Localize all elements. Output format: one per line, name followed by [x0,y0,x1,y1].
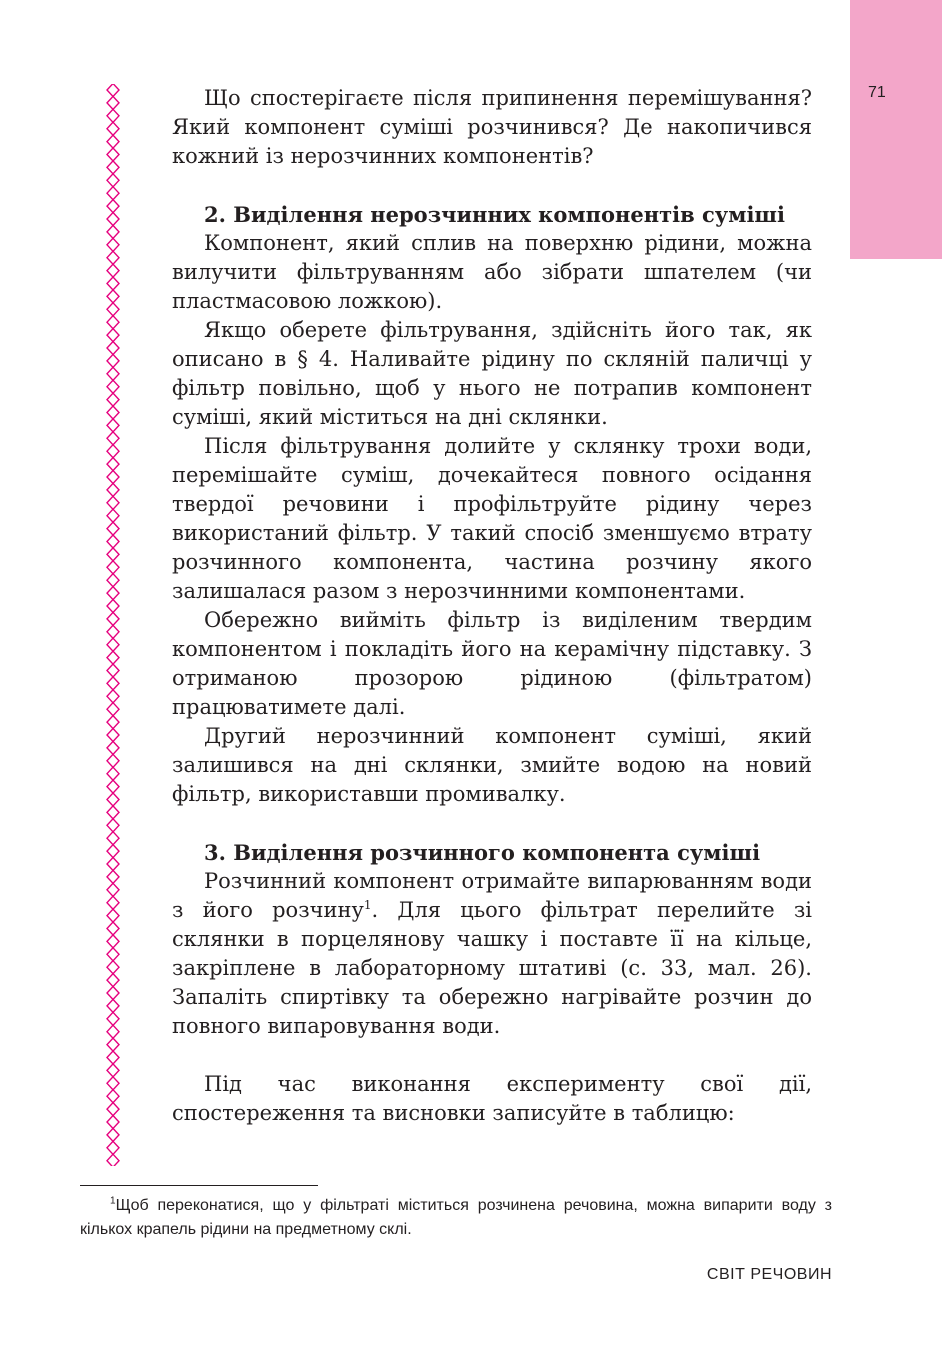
ornament-diamond [107,522,119,535]
ornament-diamond [107,832,119,845]
ornament-diamond [107,896,119,909]
ornament-diamond [107,716,119,729]
ornament-diamond [107,961,119,974]
ornament-diamond [107,651,119,664]
ornament-diamond [107,612,119,625]
ornament-diamond [107,1103,119,1116]
ornament-diamond [107,845,119,858]
ornament-diamond [107,625,119,638]
ornament-diamond [107,1141,119,1154]
ornament-diamond [107,587,119,600]
ornament-diamond [107,754,119,767]
section-2-paragraph: Обережно вийміть фільтр із виділеним твердим компонентом і покладіть його на керамічну підставку. З отриманою прозорою рідиною (фільтратом) працюватимете далі. [172,608,812,719]
ornament-diamond [107,509,119,522]
ornament-diamond [107,1116,119,1129]
ornament-diamond [107,380,119,393]
page-number: 71 [868,84,886,101]
ornament-diamond [107,780,119,793]
ornament-diamond [107,535,119,548]
chapter-tab [850,0,942,259]
diamond-ornament [103,84,123,1166]
ornament-diamond [107,561,119,574]
ornament-diamond [107,664,119,677]
ornament-diamond [107,290,119,303]
ornament-diamond [107,858,119,871]
ornament-diamond [107,909,119,922]
ornament-diamond [107,342,119,355]
ornament-diamond [107,367,119,380]
running-footer: СВІТ РЕЧОВИН [706,1266,832,1283]
ornament-diamond [107,922,119,935]
ornament-diamond [107,741,119,754]
ornament-diamond [107,1128,119,1141]
section-2-paragraph: Якщо оберете фільтрування, здійсніть його так, як описано в § 4. Наливайте рідину по скляній паличці у фільтр повільно, щоб у нього не потрапив компонент суміші, який міститься на дні склянки. [172,318,812,429]
ornament-diamond [107,200,119,213]
ornament-diamond [107,1090,119,1103]
ornament-diamond [107,213,119,226]
ornament-diamond [107,806,119,819]
ornament-diamond [107,987,119,1000]
footnote-divider [80,1185,318,1186]
section-2-paragraph: Компонент, який сплив на поверхню рідини, можна вилучити фільтруванням або зібрати шпателем (чи пластмасовою ложкою). [172,231,812,313]
final-paragraph: Під час виконання експерименту свої дії, спостереження та висновки записуйте в таблицю: [172,1072,812,1125]
footnote-reference: 1 [363,898,372,912]
section-3-paragraph [172,867,812,1041]
ornament-diamond [107,148,119,161]
ornament-diamond [107,677,119,690]
ornament-diamond [107,238,119,251]
ornament-diamond [107,999,119,1012]
ornament-diamond [107,406,119,419]
ornament-diamond [107,1077,119,1090]
ornament-diamond [107,1051,119,1064]
ornament-diamond [107,303,119,316]
ornament-diamond [107,251,119,264]
ornament-diamond [107,819,119,832]
ornament-diamond [107,432,119,445]
main-text [172,84,812,1128]
ornament-diamond [107,638,119,651]
ornament-diamond [107,161,119,174]
section-3-text-start: Розчинний компонент отримайте випарюванням води з його розчину [172,869,812,922]
ornament-diamond [107,122,119,135]
section-2-paragraph: Після фільтрування долийте у склянку трохи води, перемішайте суміш, дочекайтеся повного осідання твердої речовини і профільтруйте рідину через використаний фільтр. У такий спосіб зменшуємо втрату розчинного компонента, частина розчину якого залишалася разом з нерозчинними компонентами. [172,434,812,603]
ornament-diamond [107,870,119,883]
ornament-diamond [107,277,119,290]
section-3-text-end: . Для цього фільтрат перелийте зі склянки в порцелянову чашку і поставте її на кільце, закріплене в лабораторному штативі (с. 33, мал. 26). Запаліть спиртівку та обережно нагрівайте розчин до повного випаровування води. [172,898,812,1038]
ornament-diamond [107,767,119,780]
footnote-mark: 1 [110,1195,116,1207]
ornament-diamond [107,690,119,703]
ornament-diamond [107,187,119,200]
ornament-diamond [107,445,119,458]
ornament-diamond [107,974,119,987]
footnote-text: Щоб переконатися, що у фільтраті міститься розчинена речовина, можна випарити воду з кількох крапель рідини на предметному склі. [80,1197,832,1238]
section-2-heading: 2. Виділення нерозчинних компонентів суміші [204,202,785,227]
ornament-diamond [107,1025,119,1038]
ornament-diamond [107,483,119,496]
ornament-diamond [107,316,119,329]
ornament-diamond [107,225,119,238]
ornament-diamond [107,948,119,961]
ornament-diamond [107,264,119,277]
ornament-diamond [107,793,119,806]
ornament-diamond [107,1038,119,1051]
section-2-paragraph: Другий нерозчинний компонент суміші, який залишився на дні склянки, змийте водою на новий фільтр, використавши промивалку. [172,724,812,806]
ornament-diamond [107,574,119,587]
ornament-diamond [107,393,119,406]
ornament-diamond [107,548,119,561]
footnote [80,1194,832,1242]
ornament-diamond [107,471,119,484]
ornament-diamond [107,935,119,948]
intro-paragraph: Що спостерігаєте після припинення перемішування? Який компонент суміші розчинився? Де накопичився кожний із нерозчинних компонентів? [172,86,812,168]
ornament-diamond [107,496,119,509]
ornament-diamond [107,419,119,432]
ornament-diamond [107,458,119,471]
ornament-diamond [107,703,119,716]
section-3-heading: 3. Виділення розчинного компонента суміші [204,840,761,865]
ornament-diamond [107,84,119,97]
ornament-diamond [107,329,119,342]
ornament-diamond [107,354,119,367]
ornament-diamond [107,1012,119,1025]
ornament-diamond [107,174,119,187]
ornament-diamond [107,1064,119,1077]
ornament-diamond [107,96,119,109]
ornament-diamond [107,600,119,613]
ornament-diamond [107,883,119,896]
ornament-diamond [107,135,119,148]
ornament-diamond [107,1154,119,1166]
ornament-diamond [107,729,119,742]
ornament-diamond [107,109,119,122]
